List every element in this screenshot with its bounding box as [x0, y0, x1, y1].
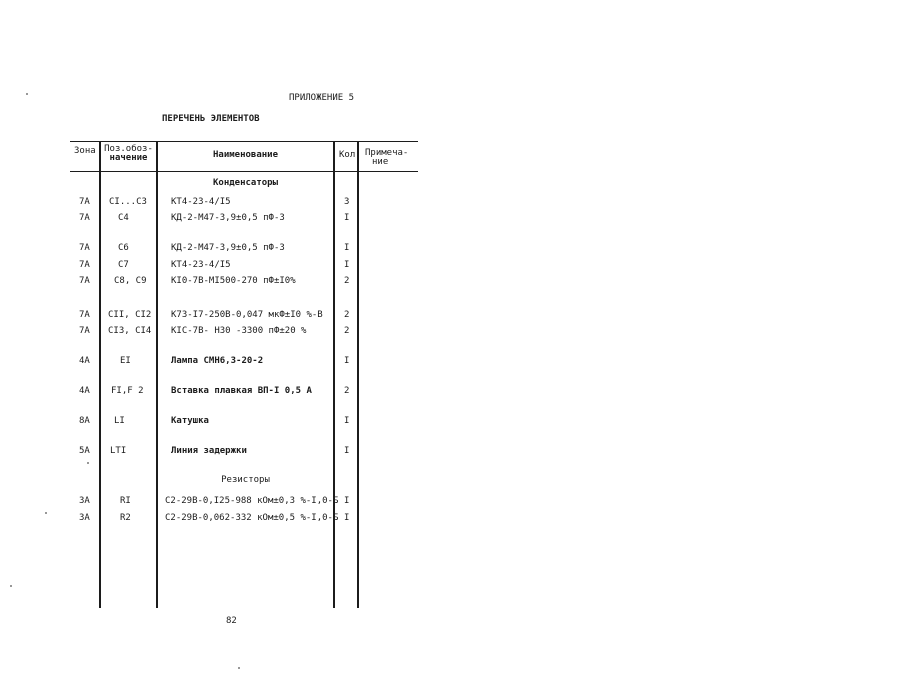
- cell-position: С6: [118, 243, 129, 253]
- col-divider-zone: [99, 141, 101, 608]
- cell-name: Линия задержки: [171, 446, 247, 456]
- cell-name: С2-29В-0,I25-988 кОм±0,3 %-I,0-Б: [165, 496, 339, 506]
- header-note-line2: ние: [372, 157, 389, 167]
- cell-zone: 8А: [79, 416, 90, 426]
- cell-zone: 4А: [79, 386, 90, 396]
- table-row: [0, 416, 900, 428]
- cell-zone: 7А: [79, 197, 90, 207]
- table-row: [0, 496, 900, 508]
- cell-quantity: 2: [344, 326, 350, 336]
- cell-zone: 4А: [79, 356, 90, 366]
- cell-position: R2: [120, 513, 131, 523]
- col-divider-qty: [357, 141, 359, 608]
- cell-name: КТ4-23-4/I5: [171, 260, 231, 270]
- table-header-rule: [70, 171, 418, 172]
- cell-quantity: I: [344, 496, 350, 506]
- header-position: [101, 145, 156, 163]
- table-row: [0, 197, 900, 209]
- scan-speck: [45, 512, 47, 514]
- col-divider-pos: [156, 141, 158, 608]
- table-row: [0, 276, 900, 288]
- table-row: [0, 243, 900, 255]
- cell-position: LI: [114, 416, 125, 426]
- cell-position: FI,F 2: [111, 386, 144, 396]
- cell-zone: 3А: [79, 513, 90, 523]
- cell-position: С7: [118, 260, 129, 270]
- cell-name: Катушка: [171, 416, 209, 426]
- cell-position: СI3, СI4: [108, 326, 152, 336]
- section-heading-resistors: Резисторы: [221, 475, 270, 485]
- cell-quantity: I: [344, 356, 350, 366]
- header-position-line2: начение: [109, 153, 148, 163]
- cell-name: Лампа СМН6,3-20-2: [171, 356, 264, 366]
- col-divider-name: [333, 141, 335, 608]
- cell-zone: 7А: [79, 260, 90, 270]
- cell-quantity: I: [344, 416, 350, 426]
- cell-quantity: 3: [344, 197, 350, 207]
- header-note: [365, 149, 408, 167]
- cell-name: КТ4-23-4/I5: [171, 197, 231, 207]
- scan-speck: [26, 93, 28, 95]
- header-zone: Зона: [74, 146, 96, 156]
- table-row: [0, 356, 900, 368]
- cell-quantity: 2: [344, 310, 350, 320]
- section-heading-capacitors: Конденсаторы: [212, 178, 279, 188]
- cell-quantity: 2: [344, 276, 350, 286]
- cell-zone: 3А: [79, 496, 90, 506]
- cell-name: К73-I7-250В-0,047 мкФ±I0 %-В: [171, 310, 323, 320]
- table-row: [0, 513, 900, 525]
- cell-position: С4: [118, 213, 129, 223]
- scan-speck: [10, 585, 12, 587]
- cell-name: Вставка плавкая ВП-I 0,5 А: [171, 386, 312, 396]
- scan-speck: [238, 667, 240, 669]
- table-row: [0, 260, 900, 272]
- cell-position: RI: [120, 496, 131, 506]
- cell-quantity: I: [344, 513, 350, 523]
- appendix-label: ПРИЛОЖЕНИЕ 5: [289, 93, 355, 103]
- cell-zone: 7А: [79, 326, 90, 336]
- header-name: Наименование: [212, 150, 279, 160]
- scan-speck: [87, 462, 89, 464]
- table-row: [0, 386, 900, 398]
- cell-zone: 7А: [79, 213, 90, 223]
- cell-quantity: I: [344, 243, 350, 253]
- cell-position: ЕI: [120, 356, 131, 366]
- cell-name: КI0-7В-МI500-270 пФ±I0%: [171, 276, 296, 286]
- cell-quantity: I: [344, 446, 350, 456]
- table-row: [0, 310, 900, 322]
- cell-zone: 7А: [79, 243, 90, 253]
- cell-zone: 7А: [79, 276, 90, 286]
- cell-zone: 5А: [79, 446, 90, 456]
- document-title: ПЕРЕЧЕНЬ ЭЛЕМЕНТОВ: [162, 114, 260, 124]
- cell-quantity: I: [344, 213, 350, 223]
- table-top-rule: [70, 141, 418, 142]
- cell-position: СI...С3: [109, 197, 147, 207]
- cell-position: СII, СI2: [108, 310, 152, 320]
- table-row: [0, 326, 900, 338]
- header-position-line1: Поз.обоз-: [104, 144, 153, 154]
- page-number: 82: [226, 616, 237, 626]
- cell-quantity: I: [344, 260, 350, 270]
- cell-name: С2-29В-0,062-332 кОм±0,5 %-I,0-Б: [165, 513, 339, 523]
- cell-quantity: 2: [344, 386, 350, 396]
- cell-position: С8, С9: [114, 276, 147, 286]
- cell-name: КД-2-М47-3,9±0,5 пФ-3: [171, 243, 285, 253]
- cell-name: КД-2-М47-3,9±0,5 пФ-3: [171, 213, 285, 223]
- header-quantity: Кол.: [339, 150, 361, 160]
- table-row: [0, 446, 900, 458]
- table-row: [0, 213, 900, 225]
- header-note-line1: Примеча-: [365, 148, 409, 158]
- cell-name: КIС-7В- Н30 -3300 пФ±20 %: [171, 326, 307, 336]
- cell-position: LTI: [110, 446, 127, 456]
- cell-zone: 7А: [79, 310, 90, 320]
